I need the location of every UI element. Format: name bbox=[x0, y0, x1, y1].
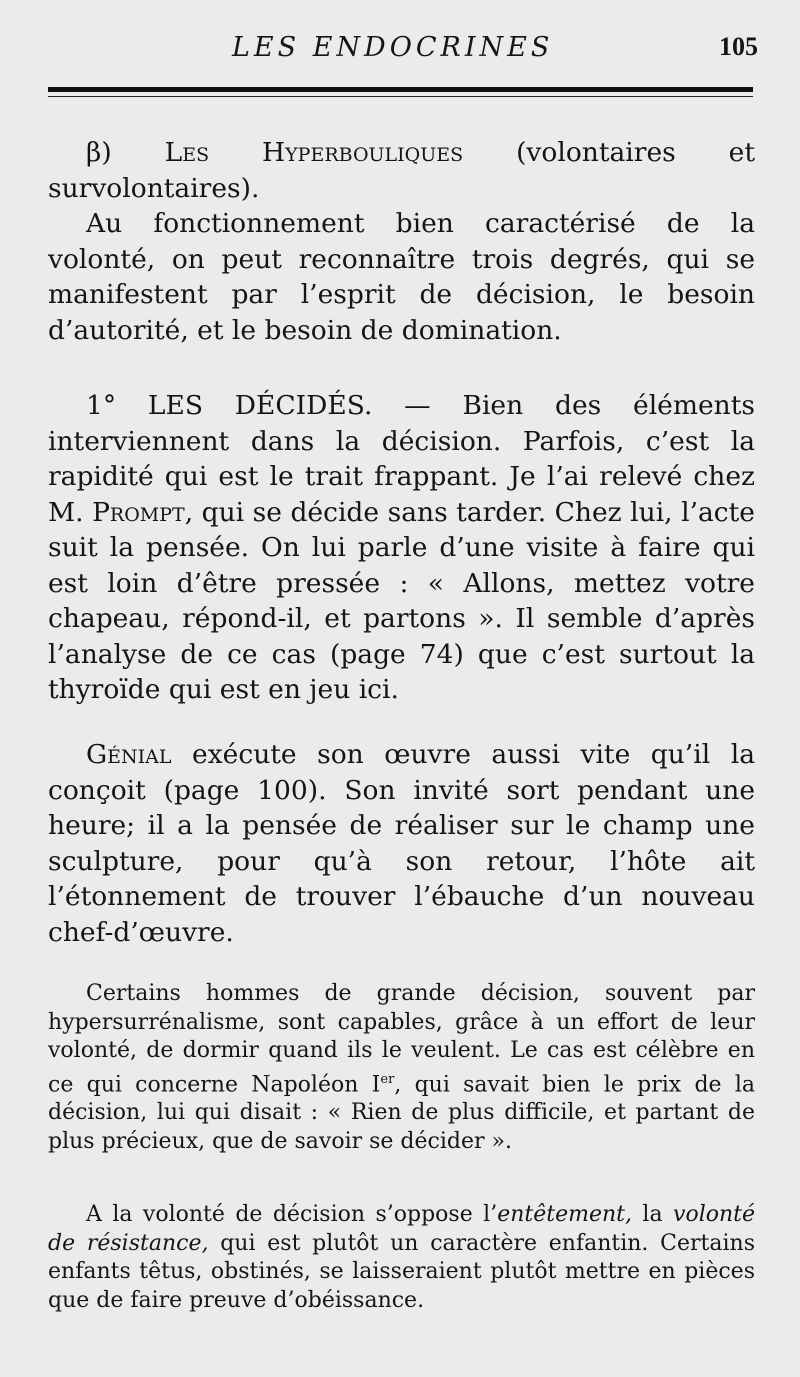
section-title-rest: (volontaires et survolontaires). bbox=[48, 137, 755, 204]
decides-text-1: — Bien des éléments interviennent dans la décision. Parfois, c’est la rapidité qui est le trait frappant. Je l’ai relevé chez M. bbox=[48, 390, 755, 528]
term-volonte-resistance: volonté de résistance, bbox=[48, 1202, 755, 1256]
napoleon-paragraph bbox=[48, 980, 755, 1156]
decides-paragraph bbox=[48, 388, 755, 708]
napoleon-text-2: , qui savait bien le prix de la décision, lui qui disait : « Rien de plus difficile, et partant de plus précieux, que de savoir se décider ». bbox=[48, 1071, 755, 1154]
genial-paragraph bbox=[48, 737, 755, 950]
genial-text: exécute son œuvre aussi vite qu’il la conçoit (page 100). Son invité sort pendant une heure; il a la pensée de réaliser sur le champ une sculpture, pour qu’à son retour, l’hôte ait l’étonnement de trouver l’ébauche d’un nouveau chef-d’œuvre. bbox=[48, 739, 755, 948]
intro-paragraph: Au fonctionnement bien caractérisé de la volonté, on peut reconnaître trois degrés, qui se manifestent par l’esprit de décision, le besoin d’autorité, et le besoin de domination. bbox=[48, 208, 755, 346]
page-header bbox=[48, 30, 758, 70]
page-number: 105 bbox=[719, 32, 758, 61]
term-entetement: entêtement, bbox=[497, 1202, 632, 1227]
section-beta-heading bbox=[48, 135, 755, 206]
person-name-genial: Génial bbox=[86, 739, 172, 770]
header-rule-thin bbox=[48, 96, 753, 97]
entetement-text-2: la bbox=[632, 1202, 674, 1227]
section-title: Les Hyperbouliques bbox=[164, 137, 464, 168]
decides-text-2: , qui se décide sans tarder. Chez lui, l’acte suit la pensée. On lui parle d’une visite à faire qui est loin d’être pressée : « Allons, mettez votre chapeau, répond-il, et partons ». Il semble d’après l’analyse de ce cas (page 74) que c’est surtout la thyroïde qui est en jeu ici. bbox=[48, 496, 755, 705]
decides-heading: 1° LES DÉCIDÉS. bbox=[86, 390, 373, 421]
ordinal-superscript: er bbox=[380, 1071, 395, 1087]
entetement-text-1: A la volonté de décision s’oppose l’ bbox=[86, 1202, 498, 1227]
person-name-prompt: Prompt bbox=[92, 496, 185, 528]
running-title: LES ENDOCRINES bbox=[232, 32, 554, 63]
header-rule-thick bbox=[48, 87, 753, 92]
section-marker: β) bbox=[86, 137, 165, 168]
entetement-text-3: qui est plutôt un caractère enfantin. Certains enfants têtus, obstinés, se laisseraient plutôt mettre en pièces que de faire preuve d’obéissance. bbox=[48, 1230, 755, 1313]
napoleon-text-1: Certains hommes de grande décision, souvent par hypersurrénalisme, sont capables, grâce à un effort de leur volonté, de dormir quand ils le veulent. Le cas est célèbre en ce qui concerne Napoléon I bbox=[48, 981, 755, 1097]
entetement-paragraph bbox=[48, 1201, 755, 1315]
